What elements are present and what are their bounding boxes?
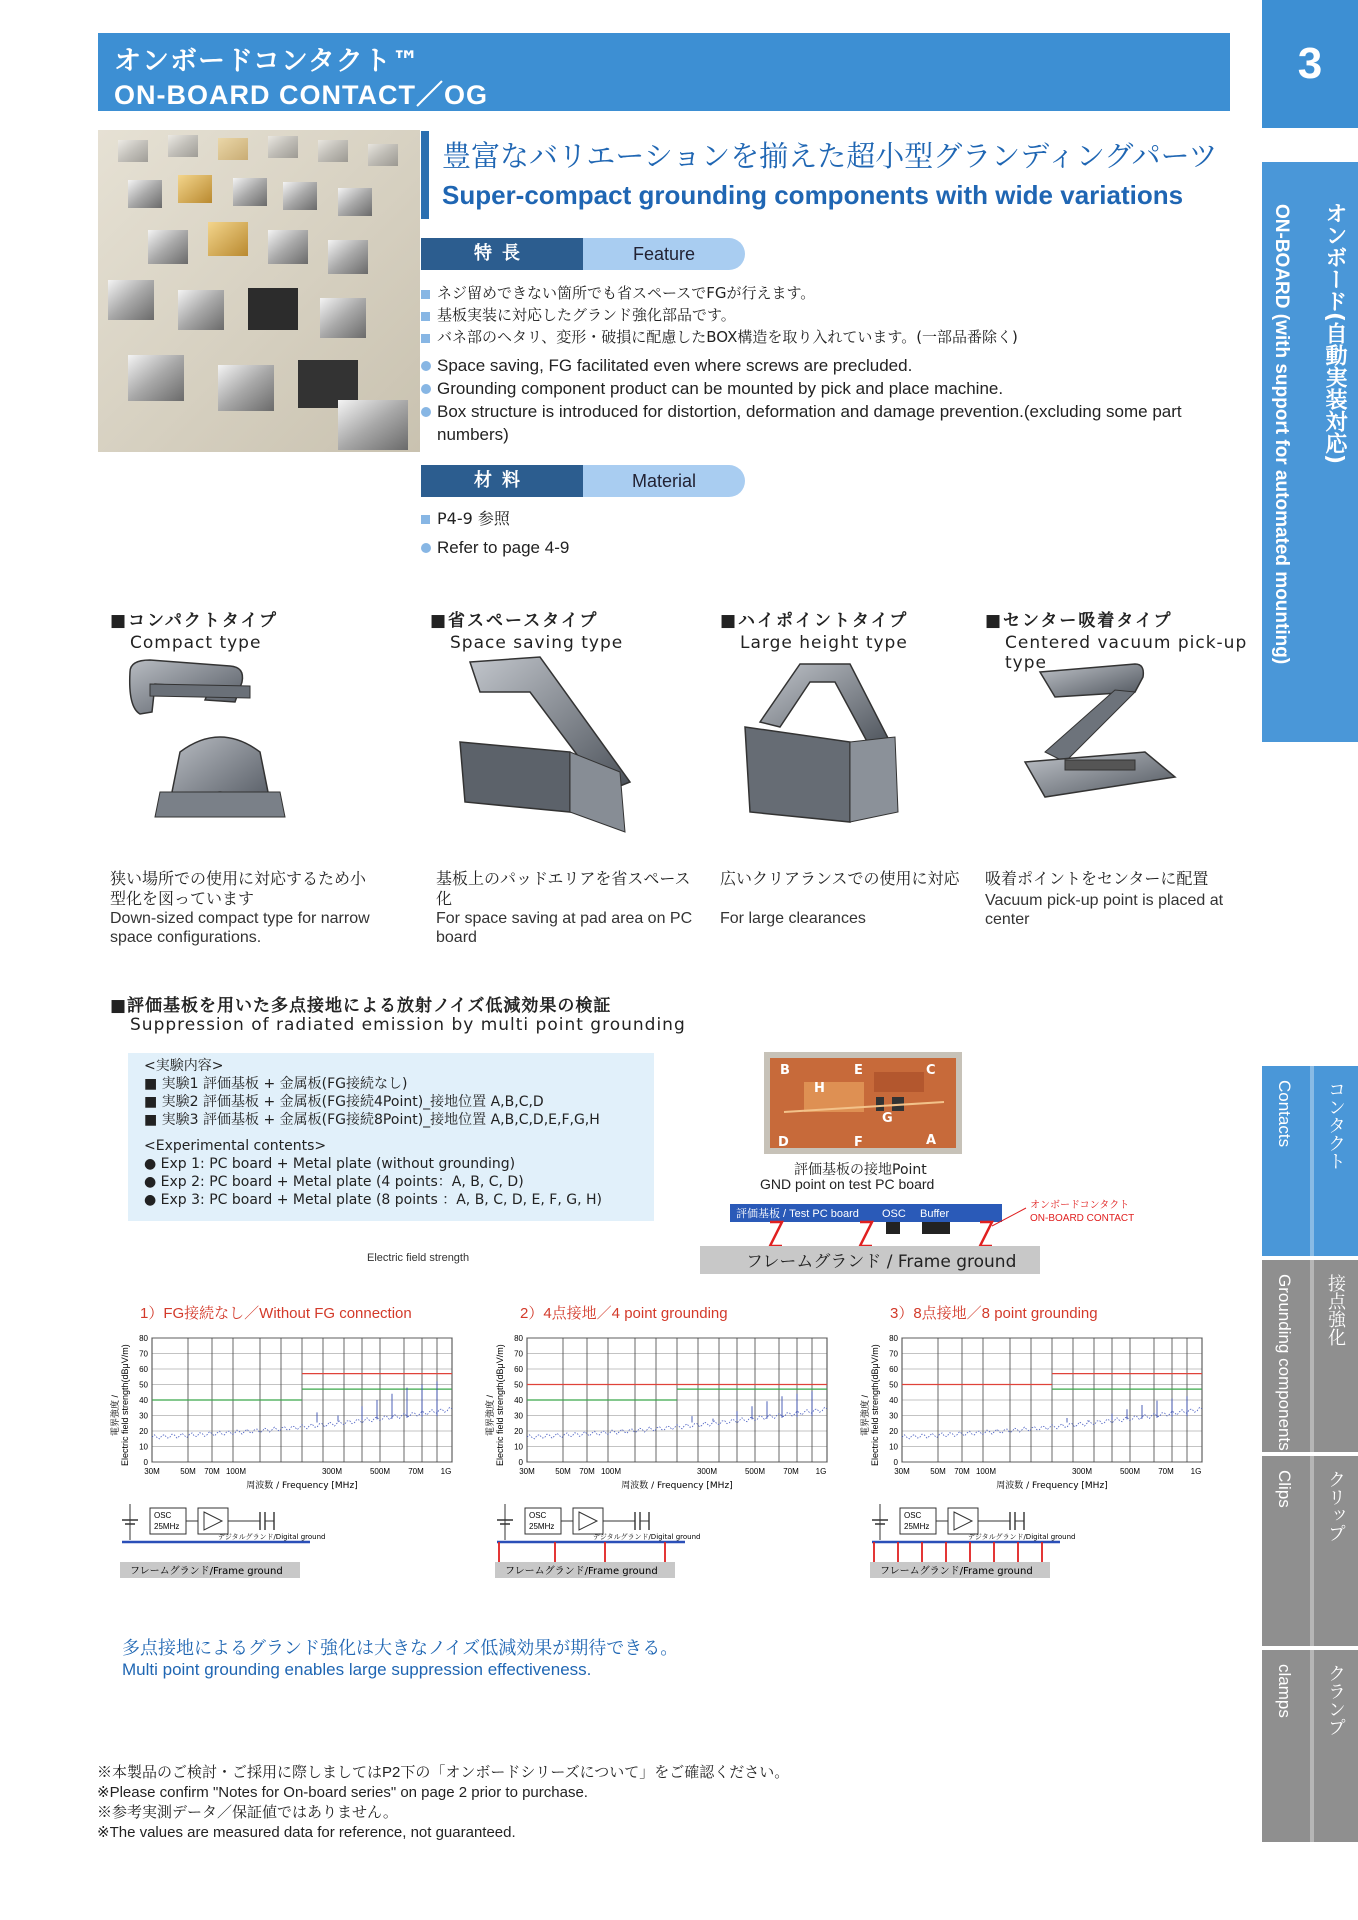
footnote: ※参考実測データ／保証値ではありません。 [97, 1804, 398, 1821]
chart-ytick: 20 [139, 1427, 148, 1436]
gnd-point-label: G [882, 1111, 893, 1126]
list-item: ■ 実験1 評価基板 + 金属板(FG接続なし) [144, 1076, 408, 1092]
side-tab-label-jp: クランプ [1325, 1664, 1346, 1736]
chart-ylabel-en: Electric field strength(dBμV/m) [495, 1344, 505, 1466]
chart-xtick: 70M [1158, 1467, 1174, 1476]
contact-symbol [980, 1222, 992, 1246]
feature-label-en: Feature [583, 238, 745, 270]
chart-title-1: 1）FG接続なし／Without FG connection [140, 1305, 412, 1322]
type-subheading: Centered vacuum pick-up type [1005, 633, 1248, 673]
page-title-en: ON-BOARD CONTACT／OG [114, 80, 488, 110]
compact-contact-illustration [110, 652, 350, 862]
contact-label-jp: オンボードコンタクト [1030, 1200, 1130, 1211]
category-tab[interactable] [1262, 162, 1358, 742]
circuit-schematic [870, 1504, 1076, 1578]
chart-xtick: 70M [954, 1467, 970, 1476]
chart-xtick: 30M [894, 1467, 910, 1476]
conclusion-jp: 多点接地によるグランド強化は大きなノイズ低減効果が期待できる。 [122, 1638, 679, 1659]
type-space-saving [430, 606, 700, 946]
headline-jp: 豊富なバリエーションを揃えた超小型グランディングパーツ [442, 139, 1218, 173]
chart-xtick: 300M [696, 1467, 718, 1476]
chart-ylabel-jp: 電界強度 / [860, 1394, 870, 1436]
type-description-en: Vacuum pick-up point is placed at center [985, 892, 1224, 928]
type-subheading: Large height type [740, 633, 908, 653]
osc-frequency: 25MHz [154, 1522, 180, 1531]
chart-ytick: 30 [514, 1411, 523, 1421]
side-tab-label-jp: コンタクト [1325, 1080, 1346, 1170]
feature-label-jp: 特長 [421, 238, 583, 270]
page-title-jp: オンボードコンタクト™ [114, 46, 420, 77]
chart-ylabel-en: Electric field strength(dBμV/m) [870, 1344, 880, 1466]
chart-ytick: 80 [889, 1334, 898, 1343]
large-height-contact-illustration [720, 652, 940, 862]
chart-ylabel-jp: 電界強度 / [485, 1394, 495, 1436]
contact-symbol [770, 1222, 782, 1246]
list-item: ● Exp 2: PC board + Metal plate (4 points：A, B, C, D) [144, 1174, 524, 1190]
chart-ytick: 50 [139, 1380, 148, 1390]
list-item: P4-9 参照 [421, 507, 510, 530]
emission-chart-3 [860, 1326, 1220, 1616]
osc-label: OSC [882, 1208, 906, 1220]
chart-ytick: 50 [889, 1380, 898, 1390]
frame-ground-label: フレームグランド/Frame ground [130, 1566, 283, 1577]
chart-ylabel-en: Electric field strength(dBμV/m) [120, 1344, 130, 1466]
gnd-point-label: A [926, 1133, 937, 1148]
gnd-point-label: D [778, 1135, 789, 1150]
gnd-point-label: B [780, 1063, 790, 1078]
chart-xtick: 1G [815, 1467, 827, 1476]
chart-xtick: 300M [1071, 1467, 1093, 1476]
chart-xtick: 30M [144, 1467, 160, 1476]
material-list-jp [421, 507, 510, 530]
type-heading: ■センター吸着タイプ [985, 611, 1173, 631]
type-description-jp: 吸着ポイントをセンターに配置 [985, 869, 1209, 888]
list-item: ■ 実験2 評価基板 + 金属板(FG接続4Point)_接地位置 A,B,C,D [144, 1094, 544, 1110]
chart-xtick: 30M [519, 1467, 535, 1476]
side-tab-clips[interactable] [1262, 1456, 1358, 1646]
chart-xlabel: 周波数 / Frequency [MHz] [621, 1481, 733, 1491]
category-tab-label-jp: オンボード(自動実装対応) [1322, 202, 1347, 465]
footnote: ※The values are measured data for reference, not guaranteed. [97, 1824, 516, 1841]
contact-symbol [860, 1222, 872, 1246]
material-label-jp: 材料 [421, 465, 583, 497]
headline-accent-bar [421, 131, 429, 219]
chart-ytick: 30 [889, 1411, 898, 1421]
chart-xtick: 1G [440, 1467, 452, 1476]
chart-xlabel: 周波数 / Frequency [MHz] [246, 1481, 358, 1491]
chart-ytick: 80 [139, 1334, 148, 1343]
digital-ground-label: デジタルグランド/Digital ground [968, 1533, 1076, 1541]
chart-xtick: 70M [204, 1467, 220, 1476]
chart-ytick: 0 [518, 1458, 523, 1467]
type-description-en: For large clearances [720, 910, 866, 927]
chart-xtick: 100M [600, 1467, 622, 1476]
frame-ground-label: フレームグランド/Frame ground [505, 1566, 658, 1577]
side-tab-label-en: clamps [1275, 1664, 1294, 1718]
frame-ground-label: フレームグランド/Frame ground [880, 1566, 1033, 1577]
chart-xtick: 500M [1119, 1467, 1141, 1476]
chart-title-3: 3）8点接地／8 point grounding [890, 1305, 1098, 1322]
emission-chart-2 [485, 1326, 845, 1616]
list-item: ● Exp 3: PC board + Metal plate (8 points ：A, B, C, D, E, F, G, H) [144, 1192, 602, 1208]
type-description-jp: 基板上のパッドエリアを省スペース化 [436, 869, 691, 908]
gnd-point-label: F [854, 1135, 863, 1150]
test-board-label: 評価基板 / Test PC board [736, 1208, 859, 1220]
material-label-en: Material [583, 465, 745, 497]
feature-list-en [421, 354, 1201, 446]
type-description-jp: 広いクリアランスでの使用に対応 [720, 869, 960, 888]
contact-label-en: ON-BOARD CONTACT [1030, 1213, 1135, 1224]
osc-label: OSC [904, 1511, 922, 1520]
chart-title-2: 2）4点接地／4 point grounding [520, 1305, 728, 1322]
list-item: 基板実装に対応したグランド強化部品です。 [421, 304, 1018, 326]
chart-xlabel: 周波数 / Frequency [MHz] [996, 1481, 1108, 1491]
gnd-point-label: H [814, 1081, 825, 1096]
type-large-height [720, 606, 980, 927]
side-tab-label-en: Grounding components [1275, 1274, 1294, 1451]
type-subheading: Space saving type [450, 633, 624, 653]
gnd-point-label: C [926, 1063, 936, 1078]
chart-ytick: 0 [893, 1458, 898, 1467]
chart-xtick: 300M [321, 1467, 343, 1476]
chart-ytick: 80 [514, 1334, 523, 1343]
gnd-photo-caption-jp: 評価基板の接地Point [794, 1162, 927, 1178]
chart-xtick: 50M [930, 1467, 946, 1476]
type-description-en: Down-sized compact type for narrow space configurations. [110, 910, 370, 946]
type-heading: ■コンパクトタイプ [110, 611, 279, 631]
side-tab-clamps[interactable] [1262, 1650, 1358, 1842]
chart-xtick: 100M [975, 1467, 997, 1476]
type-heading: ■省スペースタイプ [430, 611, 599, 631]
side-tab-label-en: Clips [1275, 1470, 1294, 1508]
circuit-schematic [120, 1504, 326, 1578]
type-subheading: Compact type [130, 633, 262, 653]
chart-ytick: 70 [139, 1349, 148, 1359]
electric-field-strength-label: Electric field strength [367, 1252, 470, 1264]
chart-xtick: 50M [180, 1467, 196, 1476]
chart-xtick: 70M [783, 1467, 799, 1476]
centered-pickup-contact-illustration [985, 652, 1205, 862]
chart-ytick: 60 [514, 1365, 523, 1374]
side-tab-contacts[interactable] [1262, 1066, 1358, 1256]
section-subheading: Suppression of radiated emission by multi point grounding [130, 1015, 686, 1035]
type-description-en: For space saving at pad area on PC board [436, 910, 693, 946]
chart-ytick: 70 [889, 1349, 898, 1359]
gnd-point-label: E [854, 1063, 863, 1078]
chart-ytick: 40 [139, 1396, 148, 1405]
experiment-title-jp: <実験内容> [144, 1058, 224, 1074]
list-item: バネ部のヘタリ、変形・破損に配慮したBOX構造を取り入れています。(一部品番除く) [421, 326, 1018, 348]
chart-ytick: 20 [889, 1427, 898, 1436]
category-tab-label-en: ON-BOARD (with support for automated mounting) [1271, 204, 1292, 665]
product-photo [98, 130, 420, 452]
circuit-schematic [495, 1504, 701, 1578]
frame-ground-label: フレームグランド / Frame ground [746, 1252, 1017, 1272]
chart-xtick: 1G [1190, 1467, 1202, 1476]
cross-section-diagram [690, 1196, 1170, 1282]
chart-xtick: 500M [744, 1467, 766, 1476]
page-title-band [98, 33, 1230, 111]
material-list-en [421, 536, 569, 559]
list-item: ネジ留めできない箇所でも省スペースでFGが行えます。 [421, 282, 1018, 304]
type-compact [110, 606, 400, 946]
chart-ytick: 60 [889, 1365, 898, 1374]
experiment-contents-box [128, 1053, 654, 1221]
feature-list-jp [421, 282, 1018, 348]
chapter-number-tab[interactable]: 3 [1262, 0, 1358, 128]
experiment-title-en: <Experimental contents> [144, 1138, 327, 1154]
chart-xtick: 100M [225, 1467, 247, 1476]
list-item: Refer to page 4-9 [421, 536, 569, 559]
chart-xtick: 70M [408, 1467, 424, 1476]
side-tab-label-en: Contacts [1275, 1080, 1294, 1148]
chart-ytick: 10 [139, 1442, 148, 1452]
footnote: ※Please confirm "Notes for On-board series" on page 2 prior to purchase. [97, 1784, 588, 1801]
gnd-photo-caption-en: GND point on test PC board [760, 1176, 935, 1192]
chart-ytick: 10 [514, 1442, 523, 1452]
type-centered-pickup [985, 606, 1255, 928]
type-description-jp: 狭い場所での使用に対応するため小型化を図っています [110, 869, 367, 908]
chart-ytick: 0 [143, 1458, 148, 1467]
type-heading: ■ハイポイントタイプ [720, 611, 909, 631]
osc-label: OSC [154, 1511, 172, 1520]
footnote: ※本製品のご検討・ご採用に際しましてはP2下の「オンボードシリーズについて」をご確認ください。 [97, 1764, 790, 1781]
chart-ytick: 70 [514, 1349, 523, 1359]
list-item: Space saving, FG facilitated even where screws are precluded. [421, 354, 1201, 377]
chart-ytick: 40 [514, 1396, 523, 1405]
chart-xtick: 50M [555, 1467, 571, 1476]
chart-xtick: 70M [579, 1467, 595, 1476]
conclusion-en: Multi point grounding enables large suppression effectiveness. [122, 1660, 592, 1679]
chart-ytick: 60 [139, 1365, 148, 1374]
emission-chart-1 [110, 1326, 470, 1616]
chart-ytick: 30 [139, 1411, 148, 1421]
footnotes [97, 1763, 789, 1843]
section-heading: ■評価基板を用いた多点接地による放射ノイズ低減効果の検証 [110, 996, 612, 1016]
test-board-photo [764, 1052, 962, 1154]
buffer-label: Buffer [920, 1208, 950, 1220]
digital-ground-label: デジタルグランド/Digital ground [218, 1533, 326, 1541]
side-tab-grounding-components[interactable] [1262, 1260, 1358, 1452]
chart-xtick: 500M [369, 1467, 391, 1476]
headline-en: Super-compact grounding components with wide variations [442, 180, 1184, 210]
chart-ylabel-jp: 電界強度 / [110, 1394, 120, 1436]
osc-frequency: 25MHz [904, 1522, 930, 1531]
list-item: Box structure is introduced for distortion, deformation and damage prevention.(excluding some part numbers) [421, 400, 1201, 446]
chart-ytick: 20 [514, 1427, 523, 1436]
list-item: ● Exp 1: PC board + Metal plate (without grounding) [144, 1156, 516, 1172]
space-saving-contact-illustration [430, 652, 670, 862]
osc-label: OSC [529, 1511, 547, 1520]
chart-ytick: 50 [514, 1380, 523, 1390]
list-item: ■ 実験3 評価基板 + 金属板(FG接続8Point)_接地位置 A,B,C,D,E,F,G,H [144, 1112, 600, 1128]
list-item: Grounding component product can be mounted by pick and place machine. [421, 377, 1201, 400]
side-tab-label-jp: 接点強化 [1325, 1274, 1346, 1346]
digital-ground-label: デジタルグランド/Digital ground [593, 1533, 701, 1541]
side-tab-label-jp: クリップ [1325, 1470, 1346, 1542]
osc-frequency: 25MHz [529, 1522, 555, 1531]
chart-ytick: 10 [889, 1442, 898, 1452]
chart-ytick: 40 [889, 1396, 898, 1405]
